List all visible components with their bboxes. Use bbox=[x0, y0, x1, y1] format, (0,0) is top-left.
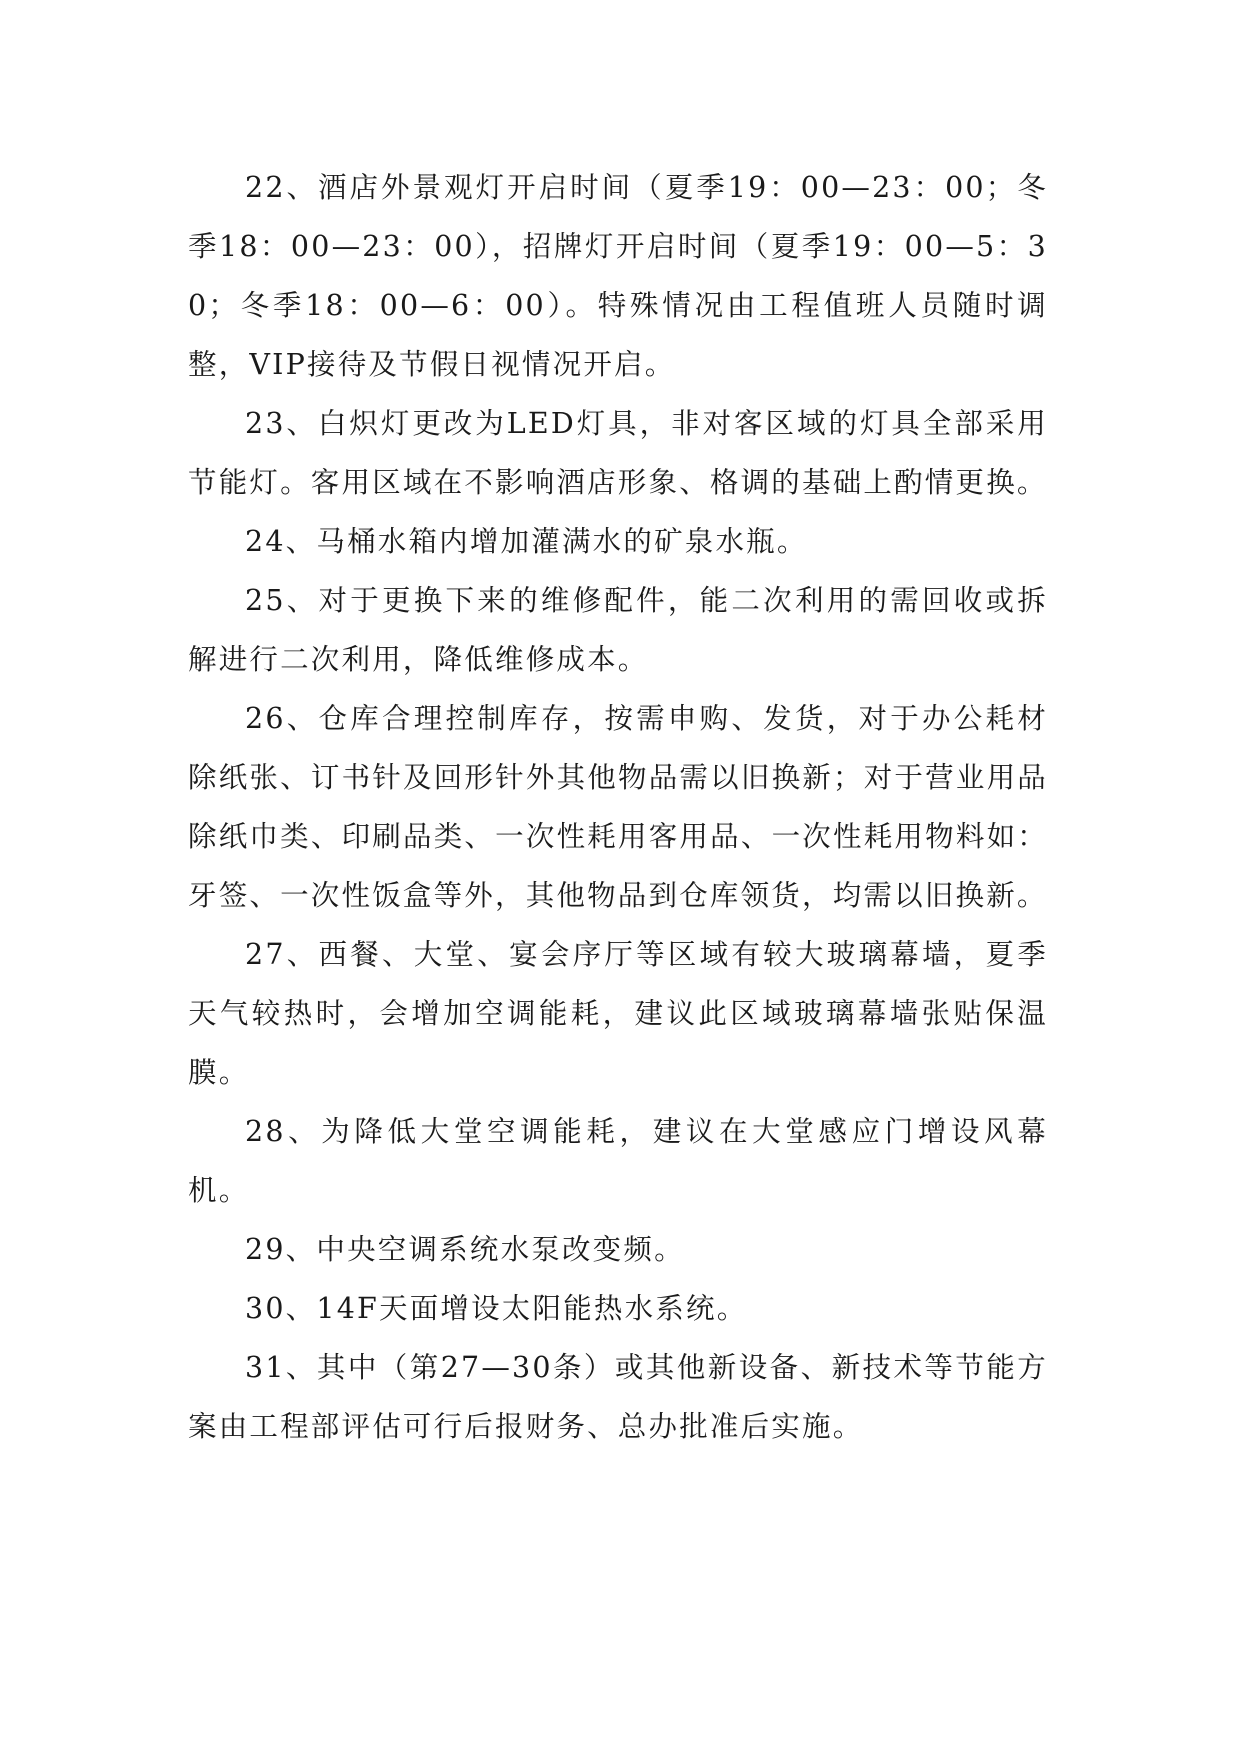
paragraph-29: 29、中央空调系统水泵改变频。 bbox=[245, 1233, 685, 1266]
paragraph-26: 26、仓库合理控制库存，按需申购、发货，对于办公耗材除纸张、订书针及回形针外其他物品需以旧换新；对于营业用品除纸巾类、印刷品类、一次性耗用客用品、一次性耗用物料如：牙签、一次性饭盒等外，其他物品到仓库领货，均需以旧换新。 bbox=[188, 702, 1048, 912]
paragraph-27: 27、西餐、大堂、宴会序厅等区域有较大玻璃幕墙，夏季天气较热时，会增加空调能耗，建议此区域玻璃幕墙张贴保温膜。 bbox=[188, 938, 1048, 1089]
paragraph-24: 24、马桶水箱内增加灌满水的矿泉水瓶。 bbox=[245, 525, 808, 558]
paragraph-23: 23、白炽灯更改为LED灯具，非对客区域的灯具全部采用节能灯。客用区域在不影响酒店形象、格调的基础上酌情更换。 bbox=[188, 407, 1048, 499]
paragraph-25: 25、对于更换下来的维修配件，能二次利用的需回收或拆解进行二次利用，降低维修成本。 bbox=[188, 584, 1048, 676]
paragraph-31: 31、其中（第27—30条）或其他新设备、新技术等节能方案由工程部评估可行后报财务、总办批准后实施。 bbox=[188, 1351, 1048, 1443]
paragraph-28: 28、为降低大堂空调能耗，建议在大堂感应门增设风幕机。 bbox=[188, 1115, 1048, 1207]
paragraph-30: 30、14F天面增设太阳能热水系统。 bbox=[245, 1292, 748, 1325]
document-body bbox=[188, 158, 1048, 1456]
paragraph-22: 22、酒店外景观灯开启时间（夏季19：00—23：00；冬季18：00—23：00），招牌灯开启时间（夏季19：00—5：30；冬季18：00—6：00）。特殊情况由工程值班人员随时调整，VIP接待及节假日视情况开启。 bbox=[188, 171, 1048, 381]
